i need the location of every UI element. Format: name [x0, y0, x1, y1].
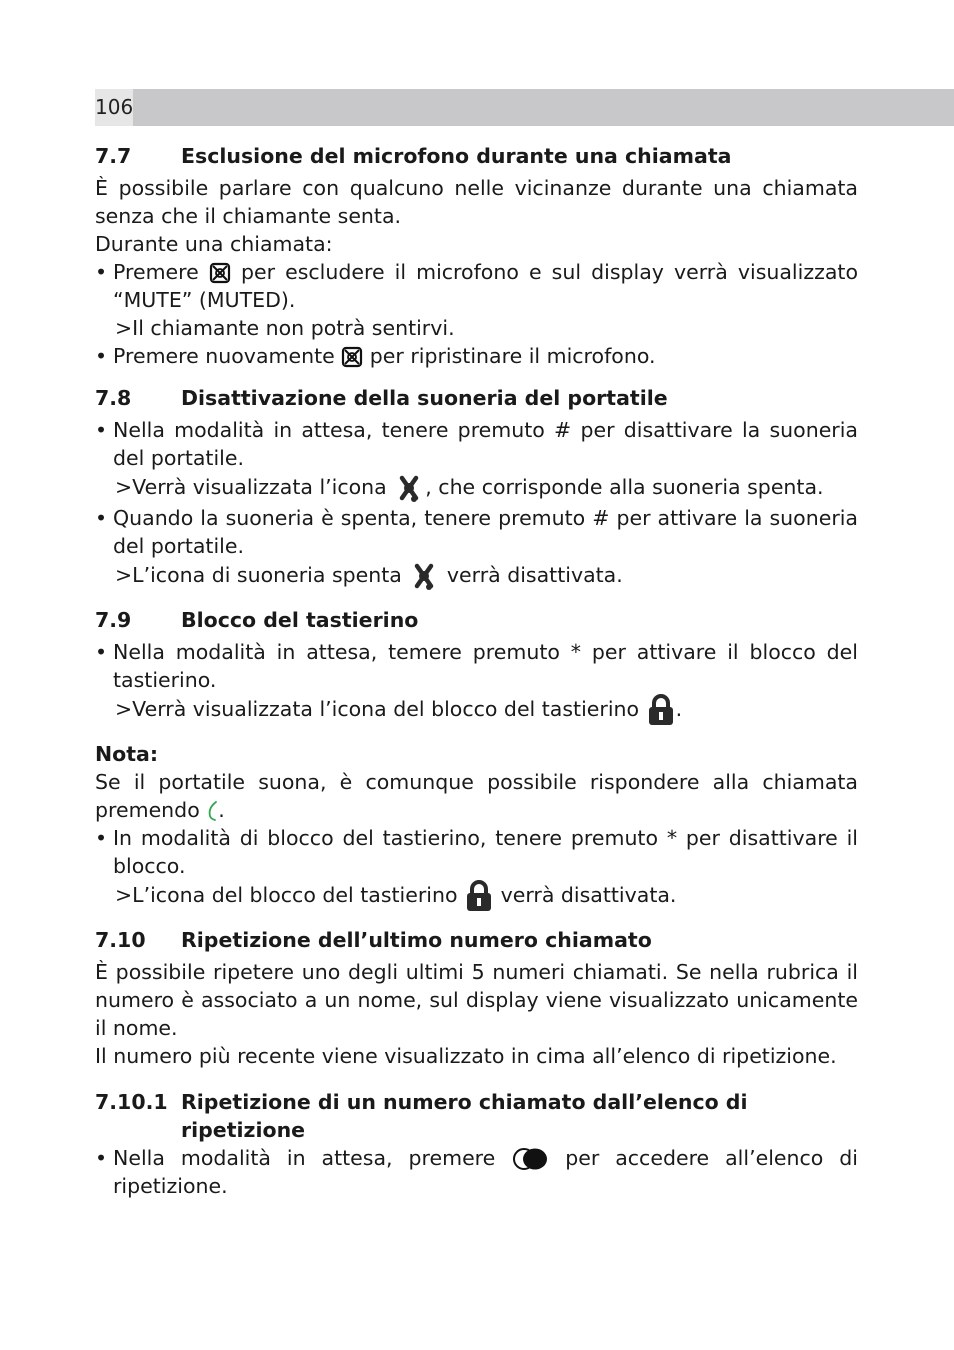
text: per ripristinare il microfono.: [369, 344, 656, 368]
section-number: 7.8: [95, 386, 132, 410]
section-title: Blocco del tastierino: [181, 608, 419, 632]
page-content: [95, 142, 858, 1200]
list-item: [95, 504, 858, 560]
result-line: [95, 694, 858, 726]
paragraph: Il numero più recente viene visualizzato in cima all’elenco di ripetizione.: [95, 1044, 837, 1068]
section-number: 7.10: [95, 928, 146, 952]
text: verrà disattivata.: [446, 563, 623, 587]
section-heading-7-8: [95, 384, 858, 412]
list-item: [95, 416, 858, 472]
bullet: •: [95, 260, 108, 284]
text: Se il portatile suona, è comunque possibile rispondere alla chiamata premendo: [95, 770, 858, 822]
text: In modalità di blocco del tastierino, tenere premuto * per disattivare il blocco.: [113, 826, 858, 878]
mute-key-icon: [341, 346, 363, 368]
result-line: [95, 560, 858, 592]
section-number: 7.9: [95, 608, 132, 632]
section-number: 7.7: [95, 144, 132, 168]
ringer-off-icon: [408, 560, 440, 592]
section-title: Ripetizione di un numero chiamato dall’elenco di ripetizione: [181, 1090, 748, 1142]
page-number: 106: [95, 89, 133, 126]
text: Premere nuovamente: [113, 344, 335, 368]
text: >L’icona del blocco del tastierino: [115, 883, 458, 907]
list-item: [95, 824, 858, 880]
result-line: [95, 472, 858, 504]
bullet: •: [95, 506, 108, 530]
paragraph: È possibile ripetere uno degli ultimi 5 numeri chiamati. Se nella rubrica il numero è associato a un nome, sul display viene visualizzato unicamente il nome.: [95, 960, 858, 1040]
ringer-off-icon: [393, 472, 425, 504]
text: >Verrà visualizzata l’icona del blocco del tastierino: [115, 697, 640, 721]
section-title: Disattivazione della suoneria del portatile: [181, 386, 668, 410]
paragraph: È possibile parlare con qualcuno nelle vicinanze durante una chiamata senza che il chiamante senta.: [95, 176, 858, 228]
bullet: •: [95, 826, 108, 850]
section-heading-7-9: [95, 606, 858, 634]
keypad-lock-icon: [646, 694, 676, 726]
text: Nella modalità in attesa, temere premuto * per attivare il blocco del tastierino.: [113, 640, 858, 692]
result-line: [95, 880, 858, 912]
redial-key-icon: [511, 1147, 549, 1171]
list-item: [95, 258, 858, 314]
text: .: [675, 697, 683, 721]
text: per escludere il microfono e sul display verrà visualizzato “MUTE” (MUTED).: [113, 260, 858, 312]
text: .: [218, 798, 225, 822]
bullet: •: [95, 1146, 108, 1170]
paragraph: [95, 768, 858, 824]
section-title: Ripetizione dell’ultimo numero chiamato: [181, 928, 652, 952]
section-heading-7-7: [95, 142, 858, 170]
list-item: [95, 1144, 858, 1200]
note-label: Nota:: [95, 742, 159, 766]
section-heading-7-10-1: [95, 1088, 858, 1144]
text: , che corrisponde alla suoneria spenta.: [425, 475, 824, 499]
result-line: >Il chiamante non potrà sentirvi.: [115, 316, 455, 340]
text: >Verrà visualizzata l’icona: [115, 475, 387, 499]
mute-key-icon: [209, 262, 231, 284]
keypad-lock-icon: [464, 880, 494, 912]
section-number: 7.10.1: [95, 1090, 168, 1114]
header-bar: [95, 89, 954, 126]
section-title: Esclusione del microfono durante una chiamata: [181, 144, 732, 168]
paragraph: Durante una chiamata:: [95, 232, 333, 256]
text: Nella modalità in attesa, premere: [113, 1146, 496, 1170]
bullet: •: [95, 344, 108, 368]
text: >L’icona di suoneria spenta: [115, 563, 402, 587]
bullet: •: [95, 418, 108, 442]
talk-key-icon: [206, 800, 218, 822]
section-heading-7-10: [95, 926, 858, 954]
list-item: [95, 638, 858, 694]
text: verrà disattivata.: [500, 883, 677, 907]
list-item: [95, 342, 858, 370]
text: per accedere all’elenco di ripetizione.: [113, 1146, 858, 1198]
text: Nella modalità in attesa, tenere premuto # per disattivare la suoneria del portatile.: [113, 418, 858, 470]
text: Quando la suoneria è spenta, tenere premuto # per attivare la suoneria del portatile.: [113, 506, 858, 558]
text: Premere: [113, 260, 199, 284]
bullet: •: [95, 640, 108, 664]
